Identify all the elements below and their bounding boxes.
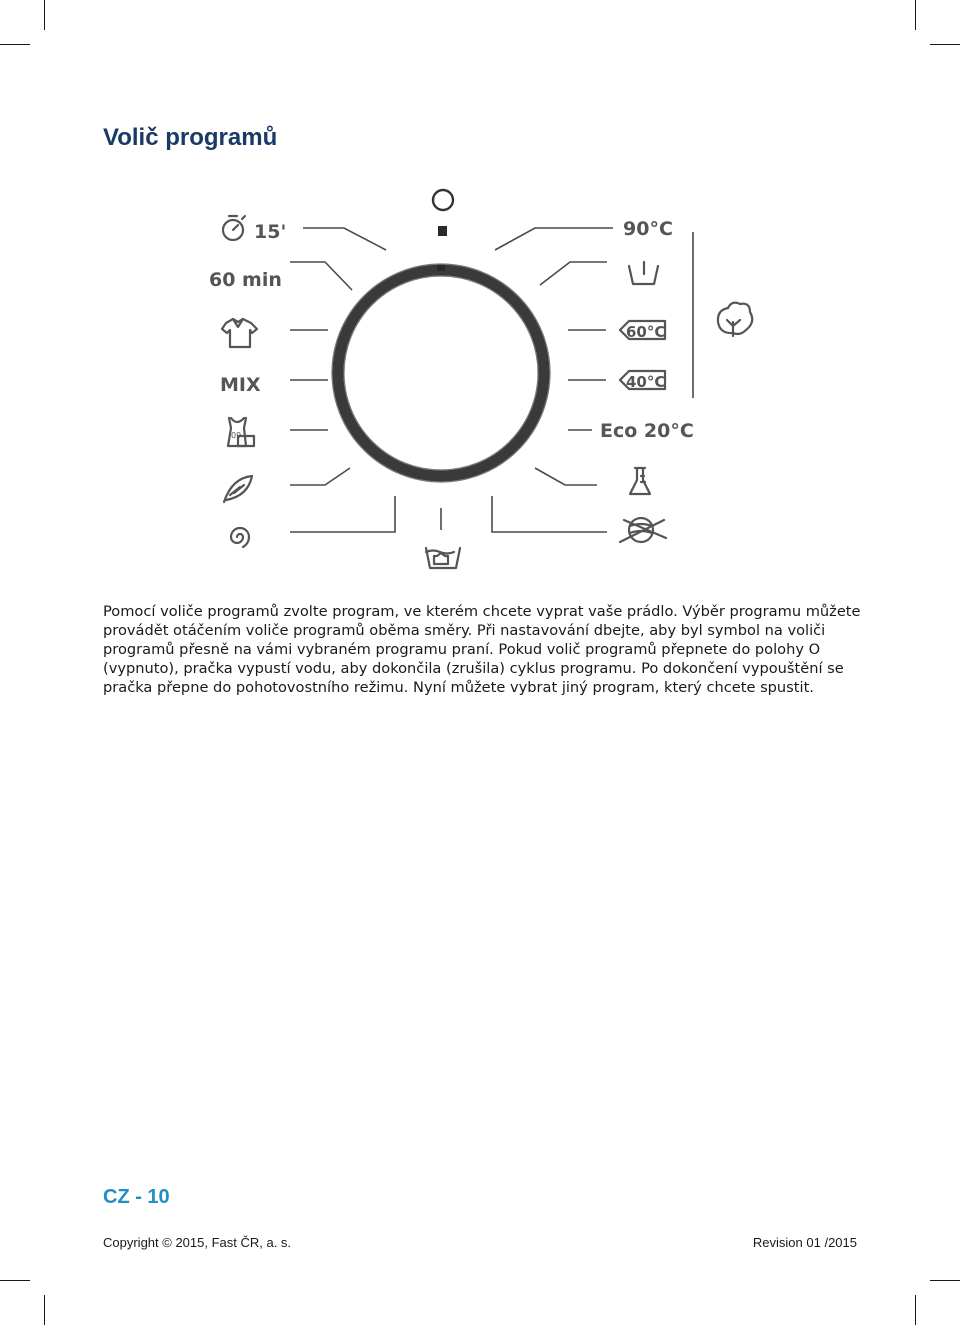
footer-revision-value: 01 /2015 bbox=[806, 1235, 857, 1250]
crop-mark bbox=[915, 1295, 916, 1325]
crop-mark bbox=[44, 1295, 45, 1325]
ninety-degree-label: 90°C bbox=[623, 218, 673, 240]
dial-pointer-mark bbox=[437, 265, 445, 271]
svg-text:09: 09 bbox=[231, 431, 242, 440]
mix-program-label: MIX bbox=[220, 374, 261, 396]
sixty-min-label: 60 min bbox=[209, 269, 282, 291]
page-title: Volič programů bbox=[103, 124, 278, 151]
quick-program-label: 15' bbox=[254, 221, 287, 243]
sportswear-icon bbox=[228, 418, 254, 446]
stopwatch-icon bbox=[223, 216, 245, 240]
spin-icon bbox=[231, 528, 249, 547]
crop-mark bbox=[930, 1280, 960, 1281]
page-number: CZ - 10 bbox=[103, 1186, 170, 1208]
eco-program-label: Eco 20°C bbox=[600, 420, 694, 442]
feather-icon bbox=[224, 476, 252, 502]
crop-mark bbox=[0, 1280, 30, 1281]
power-off-icon bbox=[433, 190, 453, 210]
flask-icon bbox=[630, 468, 650, 494]
forty-degree-label: 40°C bbox=[626, 373, 666, 391]
off-position-marker bbox=[438, 226, 447, 236]
prewash-tub-icon bbox=[426, 548, 460, 568]
sixty-degree-label: 60°C bbox=[626, 323, 666, 341]
program-selector-figure bbox=[0, 0, 960, 580]
handwash-tub-icon bbox=[629, 262, 658, 284]
body-paragraph: Pomocí voliče programů zvolte program, ve kterém chcete vyprat vaše prádlo. Výběr programu můžete provádět otáčením voliče programů oběma směry. Při nastavování dbejte, aby byl symbol na voliči programů přesně na vámi vybraném programu praní. Pokud volič programů přepnete do polohy O (vypnuto), pračka vypustí vodu, aby dokončila (zrušila) cyklus programu. Po dokončení vypouštění se pračka přepne do pohotovostního režimu. Nyní můžete vybrat jiný program, který chcete spustit. bbox=[103, 603, 861, 696]
program-dial[interactable] bbox=[332, 264, 550, 482]
cotton-icon bbox=[718, 303, 752, 336]
wool-yarn-icon bbox=[620, 518, 666, 542]
shirt-icon bbox=[222, 319, 257, 347]
footer-revision-label: Revision bbox=[752, 1235, 803, 1250]
footer-revision bbox=[753, 1235, 857, 1250]
footer-copyright: Copyright © 2015, Fast ČR, a. s. bbox=[103, 1235, 292, 1250]
